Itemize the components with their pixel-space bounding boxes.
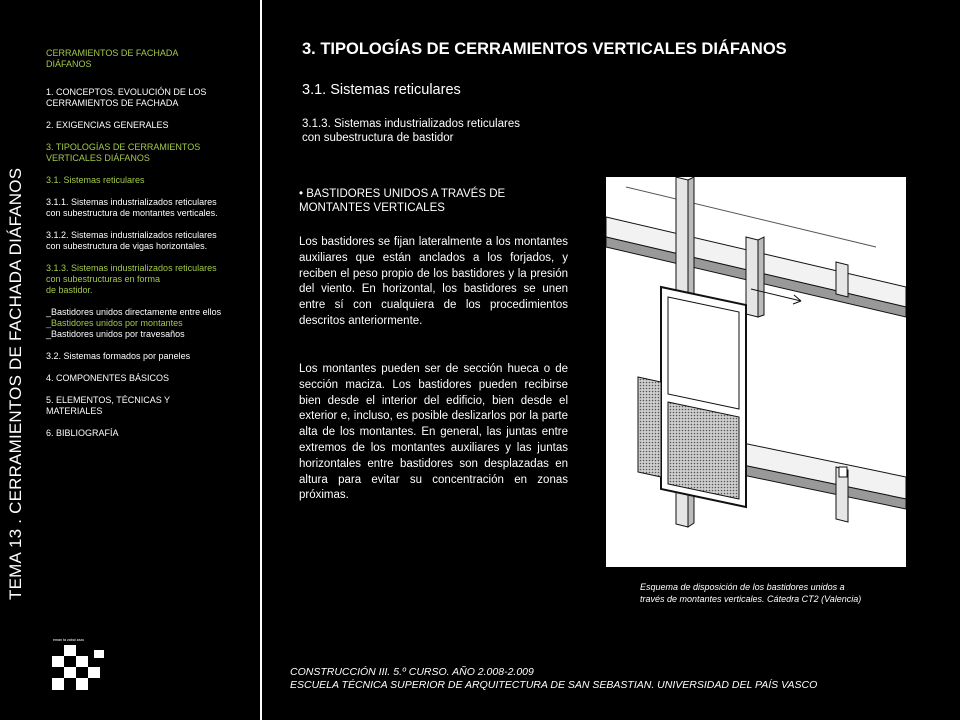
bullet-heading-line1: • BASTIDORES UNIDOS A TRAVÉS DE: [299, 188, 506, 200]
nav-item-exigencias[interactable]: 2. EXIGENCIAS GENERALES: [46, 120, 169, 130]
caption-line1: Esquema de disposición de los bastidores unidos a: [640, 582, 845, 592]
nav-item-label: 3. TIPOLOGÍAS DE CERRAMIENTOS: [46, 142, 201, 152]
nav-item-label: CERRAMIENTOS DE FACHADA: [46, 98, 179, 108]
nav-item-label: con subestructuras en forma: [46, 274, 161, 284]
nav-item-label: con subestructura de vigas horizontales.: [46, 241, 208, 251]
facade-frame-diagram: [606, 177, 906, 567]
nav-item-elementos[interactable]: [46, 395, 258, 417]
nav-item-label: 3.1.3. Sistemas industrializados reticulares: [46, 263, 217, 273]
footer: [290, 666, 817, 692]
university-logo: [50, 636, 110, 692]
bullet-heading-line2: MONTANTES VERTICALES: [299, 202, 445, 214]
axonometric-drawing: [606, 177, 906, 567]
figure-caption: [640, 582, 920, 605]
subsection-title: [302, 117, 572, 145]
body-paragraph-2: Los montantes pueden ser de sección hueca o de sección maciza. Los bastidores pueden recibirse bien desde el interior del edificio, bien desde el exterior e, incluso, es posible deslizarlos por la parte alta de los montantes. En general, las juntas entre extremos de los montantes auxiliares y las juntas horizontales entre bastidores son desplazadas en altura para evitar su concentración en zonas próximas.: [299, 363, 568, 502]
page-title: 3. TIPOLOGÍAS DE CERRAMIENTOS VERTICALES DIÁFANOS: [302, 40, 787, 58]
nav-item-label: 5. ELEMENTOS, TÉCNICAS Y: [46, 395, 171, 405]
subsection-line1: 3.1.3. Sistemas industrializados reticulares: [302, 118, 520, 130]
nav-item-conceptos[interactable]: [46, 87, 258, 109]
nav-item-label: 3.1.1. Sistemas industrializados reticulares: [46, 197, 217, 207]
nav-item-3-1-2[interactable]: [46, 230, 258, 252]
logo-symbol-icon: [52, 645, 104, 690]
body-paragraph-1: Los bastidores se fijan lateralmente a los montantes auxiliares que están anclados a los forjados, y reciben el peso propio de los bastidores y la presión del viento. En horizontal, los bastidores se unen entre sí con cualquiera de los procedimientos descritos anteriormente.: [299, 236, 568, 327]
nav-item-componentes[interactable]: 4. COMPONENTES BÁSICOS: [46, 373, 170, 383]
bullet-heading: [299, 187, 571, 215]
nav-item-3-1-1[interactable]: [46, 197, 258, 219]
subsection-line2: con subestructura de bastidor: [302, 132, 454, 144]
nav-header-line1: CERRAMIENTOS DE FACHADA: [46, 48, 179, 58]
nav-header[interactable]: [46, 48, 258, 70]
footer-school: ESCUELA TÉCNICA SUPERIOR DE ARQUITECTURA DE SAN SEBASTIAN. UNIVERSIDAD DEL PAÍS VASCO: [290, 679, 818, 691]
nav-sub-bastidores-travesanos[interactable]: _Bastidores unidos por travesaños: [46, 329, 185, 339]
vertical-course-title: TEMA 13 . CERRAMIENTOS DE FACHADA DIÁFANOS: [6, 167, 25, 600]
logo-motto: eman ta zabal zazu: [53, 638, 85, 642]
nav-item-label: con subestructura de montantes verticales.: [46, 208, 218, 218]
nav-item-label: VERTICALES DIÁFANOS: [46, 153, 150, 163]
section-subtitle: 3.1. Sistemas reticulares: [302, 82, 461, 98]
nav-header-line2: DIÁFANOS: [46, 59, 92, 69]
nav-item-tipologias[interactable]: [46, 142, 258, 164]
nav-sub-bastidores-montantes[interactable]: _Bastidores unidos por montantes: [46, 318, 183, 328]
sidebar-nav: [46, 48, 258, 439]
nav-sub-bastidores-directos[interactable]: _Bastidores unidos directamente entre ellos: [46, 307, 222, 317]
nav-item-paneles[interactable]: 3.2. Sistemas formados por paneles: [46, 351, 191, 361]
caption-line2: través de montantes verticales. Cátedra CT2 (Valencia): [640, 593, 862, 604]
nav-item-label: 1. CONCEPTOS. EVOLUCIÓN DE LOS: [46, 87, 207, 97]
nav-item-3-1-3[interactable]: [46, 263, 258, 296]
sidebar-divider: [260, 0, 262, 720]
nav-item-bibliografia[interactable]: 6. BIBLIOGRAFÍA: [46, 428, 119, 438]
nav-item-label: de bastidor.: [46, 285, 93, 295]
nav-item-label: 3.1.2. Sistemas industrializados reticulares: [46, 230, 217, 240]
nav-item-sistemas-reticulares[interactable]: 3.1. Sistemas reticulares: [46, 175, 145, 185]
footer-course: CONSTRUCCIÓN III. 5.º CURSO. AÑO 2.008-2.009: [290, 666, 534, 678]
nav-item-label: MATERIALES: [46, 406, 103, 416]
